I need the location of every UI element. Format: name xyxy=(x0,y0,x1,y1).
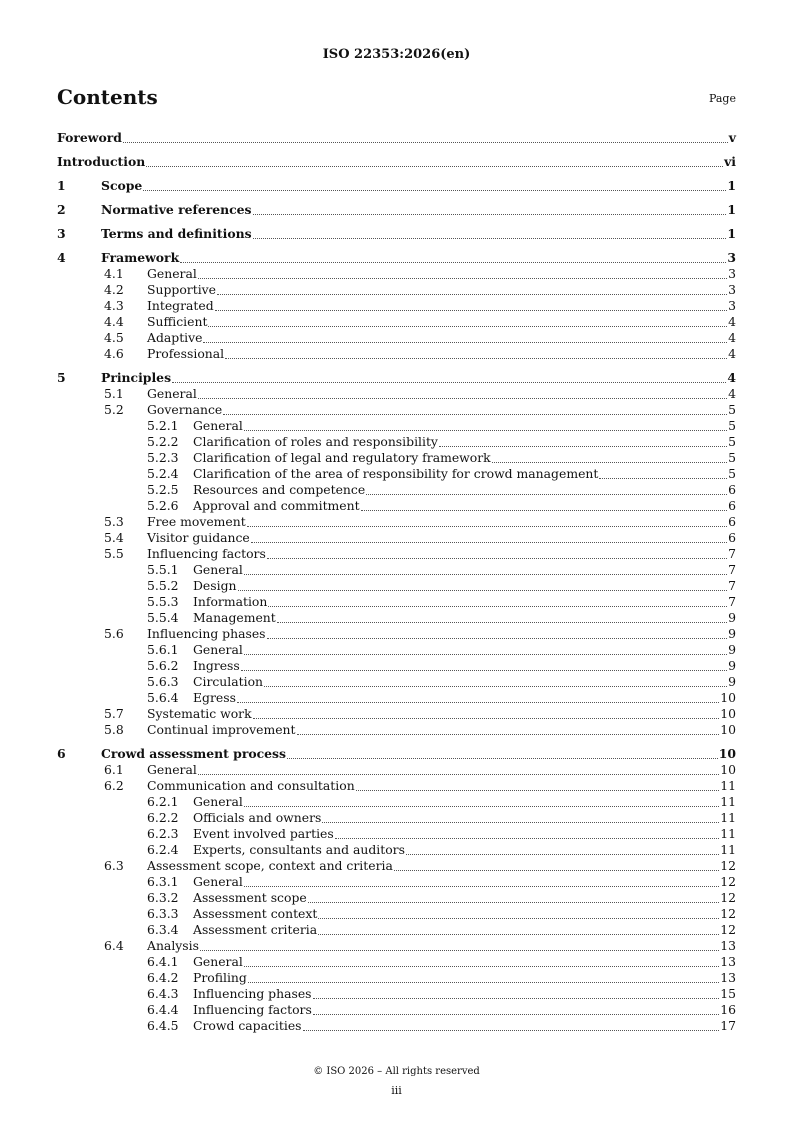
toc-entry-page: 10 xyxy=(720,722,736,737)
toc-entry-page: 4 xyxy=(728,346,736,361)
toc-entry[interactable] xyxy=(57,370,736,386)
toc-entry-title: Influencing factors xyxy=(147,546,266,561)
toc-entry[interactable] xyxy=(57,546,736,562)
toc-entry-number: 5.5.3 xyxy=(147,594,179,609)
toc-entry[interactable] xyxy=(57,130,736,146)
toc-entry-title: Egress xyxy=(193,690,236,705)
toc-entry[interactable] xyxy=(57,226,736,242)
dot-leader xyxy=(244,885,719,887)
toc-entry-title: Circulation xyxy=(193,674,264,689)
toc-entry-title: General xyxy=(147,266,197,281)
toc-entry[interactable] xyxy=(57,970,736,986)
toc-entry-number: 6.3.3 xyxy=(147,906,179,921)
toc-entry-page: 10 xyxy=(718,746,736,761)
toc-entry-title: Assessment criteria xyxy=(193,922,318,937)
toc-entry[interactable] xyxy=(57,594,736,610)
toc-entry-page: 11 xyxy=(720,778,736,793)
toc-entry[interactable] xyxy=(57,794,736,810)
dot-leader xyxy=(303,1029,720,1031)
toc-entry[interactable] xyxy=(57,986,736,1002)
toc-entry-number: 6.4.1 xyxy=(147,954,179,969)
toc-entry-number: 4.6 xyxy=(104,346,124,361)
toc-entry-title: Framework xyxy=(101,250,180,265)
dot-leader xyxy=(251,541,727,543)
dot-leader xyxy=(277,621,727,623)
toc-entry-page: 3 xyxy=(728,298,736,313)
dot-leader xyxy=(318,917,719,919)
toc-entry[interactable] xyxy=(57,346,736,362)
toc-entry-title: Free movement xyxy=(147,514,246,529)
toc-entry-title: Crowd capacities xyxy=(193,1018,302,1033)
toc-entry-title: Influencing factors xyxy=(193,1002,312,1017)
toc-entry-title: General xyxy=(193,874,243,889)
toc-entry-title: Foreword xyxy=(57,130,122,145)
toc-entry-title: Systematic work xyxy=(147,706,252,721)
toc-entry-title: Introduction xyxy=(57,154,146,169)
dot-leader xyxy=(308,901,720,903)
dot-leader xyxy=(203,341,727,343)
toc-entry-number: 5.2.5 xyxy=(147,482,179,497)
toc-entry-page: 1 xyxy=(727,226,736,241)
dot-leader xyxy=(143,189,726,191)
toc-entry-title: Assessment scope, context and criteria xyxy=(147,858,393,873)
toc-entry-title: Influencing phases xyxy=(147,626,266,641)
toc-entry-page: 4 xyxy=(728,314,736,329)
toc-entry-page: 16 xyxy=(720,1002,736,1017)
toc-entry-page: 7 xyxy=(728,562,736,577)
toc-entry[interactable] xyxy=(57,626,736,642)
toc-entry[interactable] xyxy=(57,722,736,738)
toc-entry-number: 5.6.1 xyxy=(147,642,179,657)
dot-leader xyxy=(244,573,727,575)
toc-entry[interactable] xyxy=(57,890,736,906)
toc-entry-title: Normative references xyxy=(101,202,252,217)
toc-entry[interactable] xyxy=(57,562,736,578)
toc-entry-page: 15 xyxy=(720,986,736,1001)
toc-entry[interactable] xyxy=(57,514,736,530)
toc-entry[interactable] xyxy=(57,498,736,514)
toc-entry[interactable] xyxy=(57,402,736,418)
toc-entry[interactable] xyxy=(57,386,736,402)
toc-entry[interactable] xyxy=(57,746,736,762)
toc-entry-number: 4.4 xyxy=(104,314,124,329)
toc-entry[interactable] xyxy=(57,762,736,778)
toc-entry-number: 5.2.2 xyxy=(147,434,179,449)
dot-leader xyxy=(394,869,719,871)
toc-entry-page: v xyxy=(728,130,736,145)
toc-entry-page: 5 xyxy=(728,450,736,465)
toc-entry-title: Profiling xyxy=(193,970,247,985)
toc-entry-number: 5.3 xyxy=(104,514,124,529)
toc-section-gap xyxy=(57,242,736,250)
toc-entry-page: 4 xyxy=(728,330,736,345)
toc-entry-page: 12 xyxy=(720,874,736,889)
toc-entry-page: 7 xyxy=(728,594,736,609)
toc-entry-title: General xyxy=(193,418,243,433)
toc-entry-page: 4 xyxy=(728,386,736,401)
toc-entry-page: 7 xyxy=(728,578,736,593)
dot-leader xyxy=(253,213,727,215)
toc-entry[interactable] xyxy=(57,826,736,842)
toc-entry-number: 6.2.4 xyxy=(147,842,179,857)
toc-entry-number: 5.2.4 xyxy=(147,466,179,481)
toc-section-gap xyxy=(57,738,736,746)
toc-entry[interactable] xyxy=(57,938,736,954)
dot-leader xyxy=(492,461,727,463)
toc-entry-number: 5.2.3 xyxy=(147,450,179,465)
toc-entry-number: 6.2.1 xyxy=(147,794,179,809)
toc-entry-title: Event involved parties xyxy=(193,826,334,841)
toc-entry-number: 5.2.6 xyxy=(147,498,179,513)
toc-entry-title: Communication and consultation xyxy=(147,778,355,793)
dot-leader xyxy=(238,589,728,591)
toc-entry[interactable] xyxy=(57,418,736,434)
toc-entry-number: 6.4.2 xyxy=(147,970,179,985)
toc-entry-title: Integrated xyxy=(147,298,214,313)
dot-leader xyxy=(244,429,727,431)
toc-entry-page: 12 xyxy=(720,858,736,873)
toc-entry-page: 9 xyxy=(728,610,736,625)
toc-entry-number: 5.5.1 xyxy=(147,562,179,577)
toc-entry-number: 6.2 xyxy=(104,778,124,793)
toc-entry-title: Officials and owners xyxy=(193,810,322,825)
toc-entry-number: 4.1 xyxy=(104,266,124,281)
toc-entry[interactable] xyxy=(57,298,736,314)
toc-entry-number: 5.7 xyxy=(104,706,124,721)
toc-entry-page: 10 xyxy=(720,690,736,705)
toc-entry-title: Sufficient xyxy=(147,314,208,329)
dot-leader xyxy=(264,685,727,687)
dot-leader xyxy=(223,413,727,415)
toc-entry-title: Governance xyxy=(147,402,223,417)
toc-entry-title: Continual improvement xyxy=(147,722,296,737)
dot-leader xyxy=(267,637,728,639)
toc-entry[interactable] xyxy=(57,922,736,938)
toc-entry-page: 13 xyxy=(720,954,736,969)
toc-entry[interactable] xyxy=(57,954,736,970)
toc-entry-page: 1 xyxy=(727,202,736,217)
toc-entry-title: General xyxy=(147,762,197,777)
toc-entry-number: 6.4 xyxy=(104,938,124,953)
toc-entry[interactable] xyxy=(57,874,736,890)
toc-entry-title: Clarification of legal and regulatory framework xyxy=(193,450,491,465)
dot-leader xyxy=(225,357,727,359)
toc-entry-number: 6.4.3 xyxy=(147,986,179,1001)
toc-entry-number: 5.6.2 xyxy=(147,658,179,673)
toc-entry-page: 5 xyxy=(728,466,736,481)
toc-entry-page: 11 xyxy=(720,826,736,841)
toc-entry[interactable] xyxy=(57,154,736,170)
dot-leader xyxy=(208,325,727,327)
toc-entry[interactable] xyxy=(57,642,736,658)
toc-entry-page: 13 xyxy=(720,938,736,953)
toc-entry-number: 1 xyxy=(57,178,66,193)
dot-leader xyxy=(406,853,719,855)
toc-entry-page: 10 xyxy=(720,706,736,721)
dot-leader xyxy=(318,933,719,935)
toc-entry-title: General xyxy=(193,794,243,809)
dot-leader xyxy=(244,965,719,967)
toc-entry-number: 6 xyxy=(57,746,66,761)
dot-leader xyxy=(599,477,727,479)
copyright-notice: © ISO 2026 – All rights reserved xyxy=(313,1066,480,1077)
dot-leader xyxy=(244,805,719,807)
dot-leader xyxy=(200,949,719,951)
toc-section-gap xyxy=(57,146,736,154)
toc-entry[interactable] xyxy=(57,810,736,826)
toc-entry-page: 6 xyxy=(728,514,736,529)
toc-entry-page: 11 xyxy=(720,810,736,825)
dot-leader xyxy=(244,653,727,655)
toc-entry-title: Assessment context xyxy=(193,906,318,921)
toc-entry-title: Approval and commitment xyxy=(193,498,360,513)
toc-entry-page: 17 xyxy=(720,1018,736,1033)
toc-entry-page: 6 xyxy=(728,482,736,497)
toc-entry-number: 4 xyxy=(57,250,66,265)
toc-entry-number: 4.5 xyxy=(104,330,124,345)
dot-leader xyxy=(241,669,727,671)
toc-entry-title: Design xyxy=(193,578,237,593)
dot-leader xyxy=(287,757,718,759)
toc-entry-title: Analysis xyxy=(147,938,199,953)
dot-leader xyxy=(248,981,719,983)
toc-entry[interactable] xyxy=(57,482,736,498)
toc-entry-page: 10 xyxy=(720,762,736,777)
toc-entry-number: 6.4.5 xyxy=(147,1018,179,1033)
dot-leader xyxy=(268,605,727,607)
toc-entry-number: 5.5.4 xyxy=(147,610,179,625)
toc-entry[interactable] xyxy=(57,1018,736,1034)
toc-entry[interactable] xyxy=(57,466,736,482)
toc-entry[interactable] xyxy=(57,778,736,794)
toc-entry-number: 5.8 xyxy=(104,722,124,737)
toc-entry[interactable] xyxy=(57,250,736,266)
toc-entry-title: Clarification of the area of responsibility for crowd management xyxy=(193,466,599,481)
toc-entry-title: Experts, consultants and auditors xyxy=(193,842,405,857)
toc-entry-page: 5 xyxy=(728,418,736,433)
dot-leader xyxy=(322,821,719,823)
dot-leader xyxy=(366,493,727,495)
dot-leader xyxy=(237,701,719,703)
toc-entry[interactable] xyxy=(57,434,736,450)
toc-entry-page: 12 xyxy=(720,906,736,921)
toc-entry-number: 6.2.2 xyxy=(147,810,179,825)
toc-entry-number: 5.4 xyxy=(104,530,124,545)
toc-entry-number: 2 xyxy=(57,202,66,217)
toc-entry-number: 4.2 xyxy=(104,282,124,297)
toc-entry-title: Influencing phases xyxy=(193,986,312,1001)
toc-entry[interactable] xyxy=(57,610,736,626)
toc-entry-title: Crowd assessment process xyxy=(101,746,286,761)
toc-entry[interactable] xyxy=(57,282,736,298)
dot-leader xyxy=(297,733,720,735)
toc-entry-title: Professional xyxy=(147,346,225,361)
table-of-contents xyxy=(57,130,736,1034)
toc-entry-title: General xyxy=(193,562,243,577)
document-id: ISO 22353:2026(en) xyxy=(322,47,471,62)
toc-entry-number: 5.6.4 xyxy=(147,690,179,705)
dot-leader xyxy=(198,277,727,279)
toc-entry-title: General xyxy=(193,954,243,969)
toc-entry[interactable] xyxy=(57,842,736,858)
toc-entry-page: 9 xyxy=(728,642,736,657)
toc-entry-title: General xyxy=(193,642,243,657)
toc-entry-page: 12 xyxy=(720,922,736,937)
toc-entry-page: 7 xyxy=(728,546,736,561)
toc-entry-number: 5.5.2 xyxy=(147,578,179,593)
toc-entry-page: 6 xyxy=(728,530,736,545)
toc-section-gap xyxy=(57,362,736,370)
toc-entry-page: 3 xyxy=(728,282,736,297)
toc-entry[interactable] xyxy=(57,530,736,546)
toc-entry-title: Principles xyxy=(101,370,172,385)
toc-entry-title: Terms and definitions xyxy=(101,226,252,241)
toc-entry[interactable] xyxy=(57,202,736,218)
toc-entry-page: 9 xyxy=(728,658,736,673)
toc-entry-number: 6.4.4 xyxy=(147,1002,179,1017)
page-column-label: Page xyxy=(708,92,736,105)
toc-entry-page: 3 xyxy=(728,266,736,281)
toc-entry[interactable] xyxy=(57,314,736,330)
dot-leader xyxy=(215,309,727,311)
toc-entry-title: Management xyxy=(193,610,276,625)
toc-entry-number: 6.3 xyxy=(104,858,124,873)
toc-entry-number: 6.3.4 xyxy=(147,922,179,937)
toc-section-gap xyxy=(57,194,736,202)
dot-leader xyxy=(335,837,719,839)
toc-entry-number: 3 xyxy=(57,226,66,241)
toc-entry[interactable] xyxy=(57,578,736,594)
toc-entry[interactable] xyxy=(57,450,736,466)
toc-entry-title: Information xyxy=(193,594,268,609)
toc-entry-page: 11 xyxy=(720,842,736,857)
toc-entry-title: Scope xyxy=(101,178,143,193)
toc-entry-number: 5.6 xyxy=(104,626,124,641)
toc-entry-title: Ingress xyxy=(193,658,240,673)
toc-entry-number: 4.3 xyxy=(104,298,124,313)
toc-entry-page: 11 xyxy=(720,794,736,809)
toc-entry-title: Visitor guidance xyxy=(147,530,250,545)
toc-entry-page: 5 xyxy=(728,402,736,417)
toc-entry-title: Adaptive xyxy=(147,330,203,345)
toc-entry-number: 5.1 xyxy=(104,386,124,401)
toc-entry-page: 4 xyxy=(727,370,736,385)
toc-entry[interactable] xyxy=(57,330,736,346)
toc-entry-title: Supportive xyxy=(147,282,216,297)
toc-entry[interactable] xyxy=(57,690,736,706)
toc-section-gap xyxy=(57,218,736,226)
toc-entry-number: 5 xyxy=(57,370,66,385)
dot-leader xyxy=(198,773,719,775)
dot-leader xyxy=(361,509,728,511)
dot-leader xyxy=(172,381,726,383)
toc-entry-number: 6.3.2 xyxy=(147,890,179,905)
dot-leader xyxy=(123,141,728,143)
toc-entry[interactable] xyxy=(57,658,736,674)
dot-leader xyxy=(198,397,727,399)
dot-leader xyxy=(253,237,727,239)
dot-leader xyxy=(146,165,723,167)
toc-entry-page: 6 xyxy=(728,498,736,513)
dot-leader xyxy=(356,789,720,791)
toc-entry-number: 6.1 xyxy=(104,762,124,777)
toc-entry-number: 5.2 xyxy=(104,402,124,417)
toc-entry[interactable] xyxy=(57,906,736,922)
toc-entry-title: Resources and competence xyxy=(193,482,366,497)
toc-entry-number: 5.2.1 xyxy=(147,418,179,433)
toc-section-gap xyxy=(57,170,736,178)
dot-leader xyxy=(439,445,727,447)
toc-entry-page: 5 xyxy=(728,434,736,449)
dot-leader xyxy=(217,293,727,295)
toc-entry-number: 6.3.1 xyxy=(147,874,179,889)
toc-entry[interactable] xyxy=(57,706,736,722)
toc-entry-number: 6.2.3 xyxy=(147,826,179,841)
toc-entry-page: 12 xyxy=(720,890,736,905)
toc-entry-title: Assessment scope xyxy=(193,890,307,905)
contents-heading: Contents xyxy=(57,85,158,109)
dot-leader xyxy=(267,557,727,559)
dot-leader xyxy=(247,525,727,527)
toc-entry-page: vi xyxy=(724,154,736,169)
toc-entry-page: 9 xyxy=(728,674,736,689)
toc-entry[interactable] xyxy=(57,178,736,194)
toc-entry[interactable] xyxy=(57,674,736,690)
toc-entry[interactable] xyxy=(57,266,736,282)
toc-entry-number: 5.6.3 xyxy=(147,674,179,689)
toc-entry-title: General xyxy=(147,386,197,401)
toc-entry-page: 13 xyxy=(720,970,736,985)
dot-leader xyxy=(313,997,720,999)
toc-entry-page: 9 xyxy=(728,626,736,641)
toc-entry[interactable] xyxy=(57,1002,736,1018)
page-number: iii xyxy=(391,1084,402,1097)
dot-leader xyxy=(180,261,726,263)
toc-entry-number: 5.5 xyxy=(104,546,124,561)
toc-entry-page: 3 xyxy=(727,250,736,265)
dot-leader xyxy=(313,1013,719,1015)
toc-entry-page: 1 xyxy=(727,178,736,193)
dot-leader xyxy=(253,717,720,719)
toc-entry[interactable] xyxy=(57,858,736,874)
toc-entry-title: Clarification of roles and responsibility xyxy=(193,434,438,449)
